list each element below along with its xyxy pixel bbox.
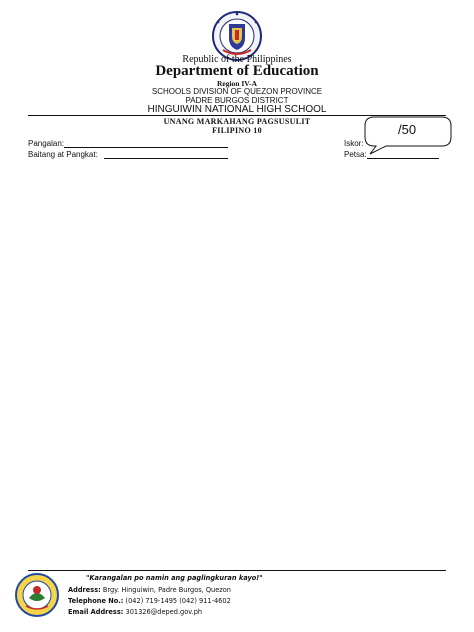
email-label: Email Address: bbox=[68, 608, 124, 616]
region-text: Region IV-A bbox=[216, 79, 258, 88]
address-value: Brgy. Hinguiwin, Padre Burgos, Quezon bbox=[102, 586, 231, 594]
name-field-line[interactable] bbox=[64, 147, 228, 148]
footer-email bbox=[68, 608, 202, 616]
score-total: /50 bbox=[398, 122, 417, 137]
score-label: Iskor: bbox=[344, 139, 364, 148]
telephone-label: Telephone No.: bbox=[68, 597, 124, 605]
footer-telephone bbox=[68, 597, 231, 605]
grade-section-field-line[interactable] bbox=[104, 158, 228, 159]
name-label: Pangalan: bbox=[28, 139, 65, 148]
school-seal-logo bbox=[14, 572, 60, 618]
telephone-value: (042) 719-1495 (042) 911-4602 bbox=[125, 597, 231, 605]
footer-divider bbox=[28, 570, 446, 571]
division-text: SCHOOLS DIVISION OF QUEZON PROVINCE bbox=[151, 87, 323, 96]
exam-subject: FILIPINO 10 bbox=[212, 126, 262, 135]
republic-text: Republic of the Philippines bbox=[182, 54, 292, 65]
department-title: Department of Education bbox=[155, 63, 319, 79]
date-label: Petsa: bbox=[344, 150, 367, 159]
address-label: Address: bbox=[68, 586, 101, 594]
footer-address bbox=[68, 586, 231, 594]
exam-title: UNANG MARKAHANG PAGSUSULIT bbox=[163, 117, 311, 126]
grade-section-label: Baitang at Pangkat: bbox=[28, 150, 98, 159]
footer-motto: "Karangalan po namin ang paglingkuran kayo!" bbox=[86, 574, 263, 582]
date-field-line[interactable] bbox=[367, 158, 439, 159]
email-value: 301326@deped.gov.ph bbox=[125, 608, 203, 616]
district-text: PADRE BURGOS DISTRICT bbox=[185, 96, 289, 105]
school-name: HINGUIWIN NATIONAL HIGH SCHOOL bbox=[147, 104, 327, 115]
